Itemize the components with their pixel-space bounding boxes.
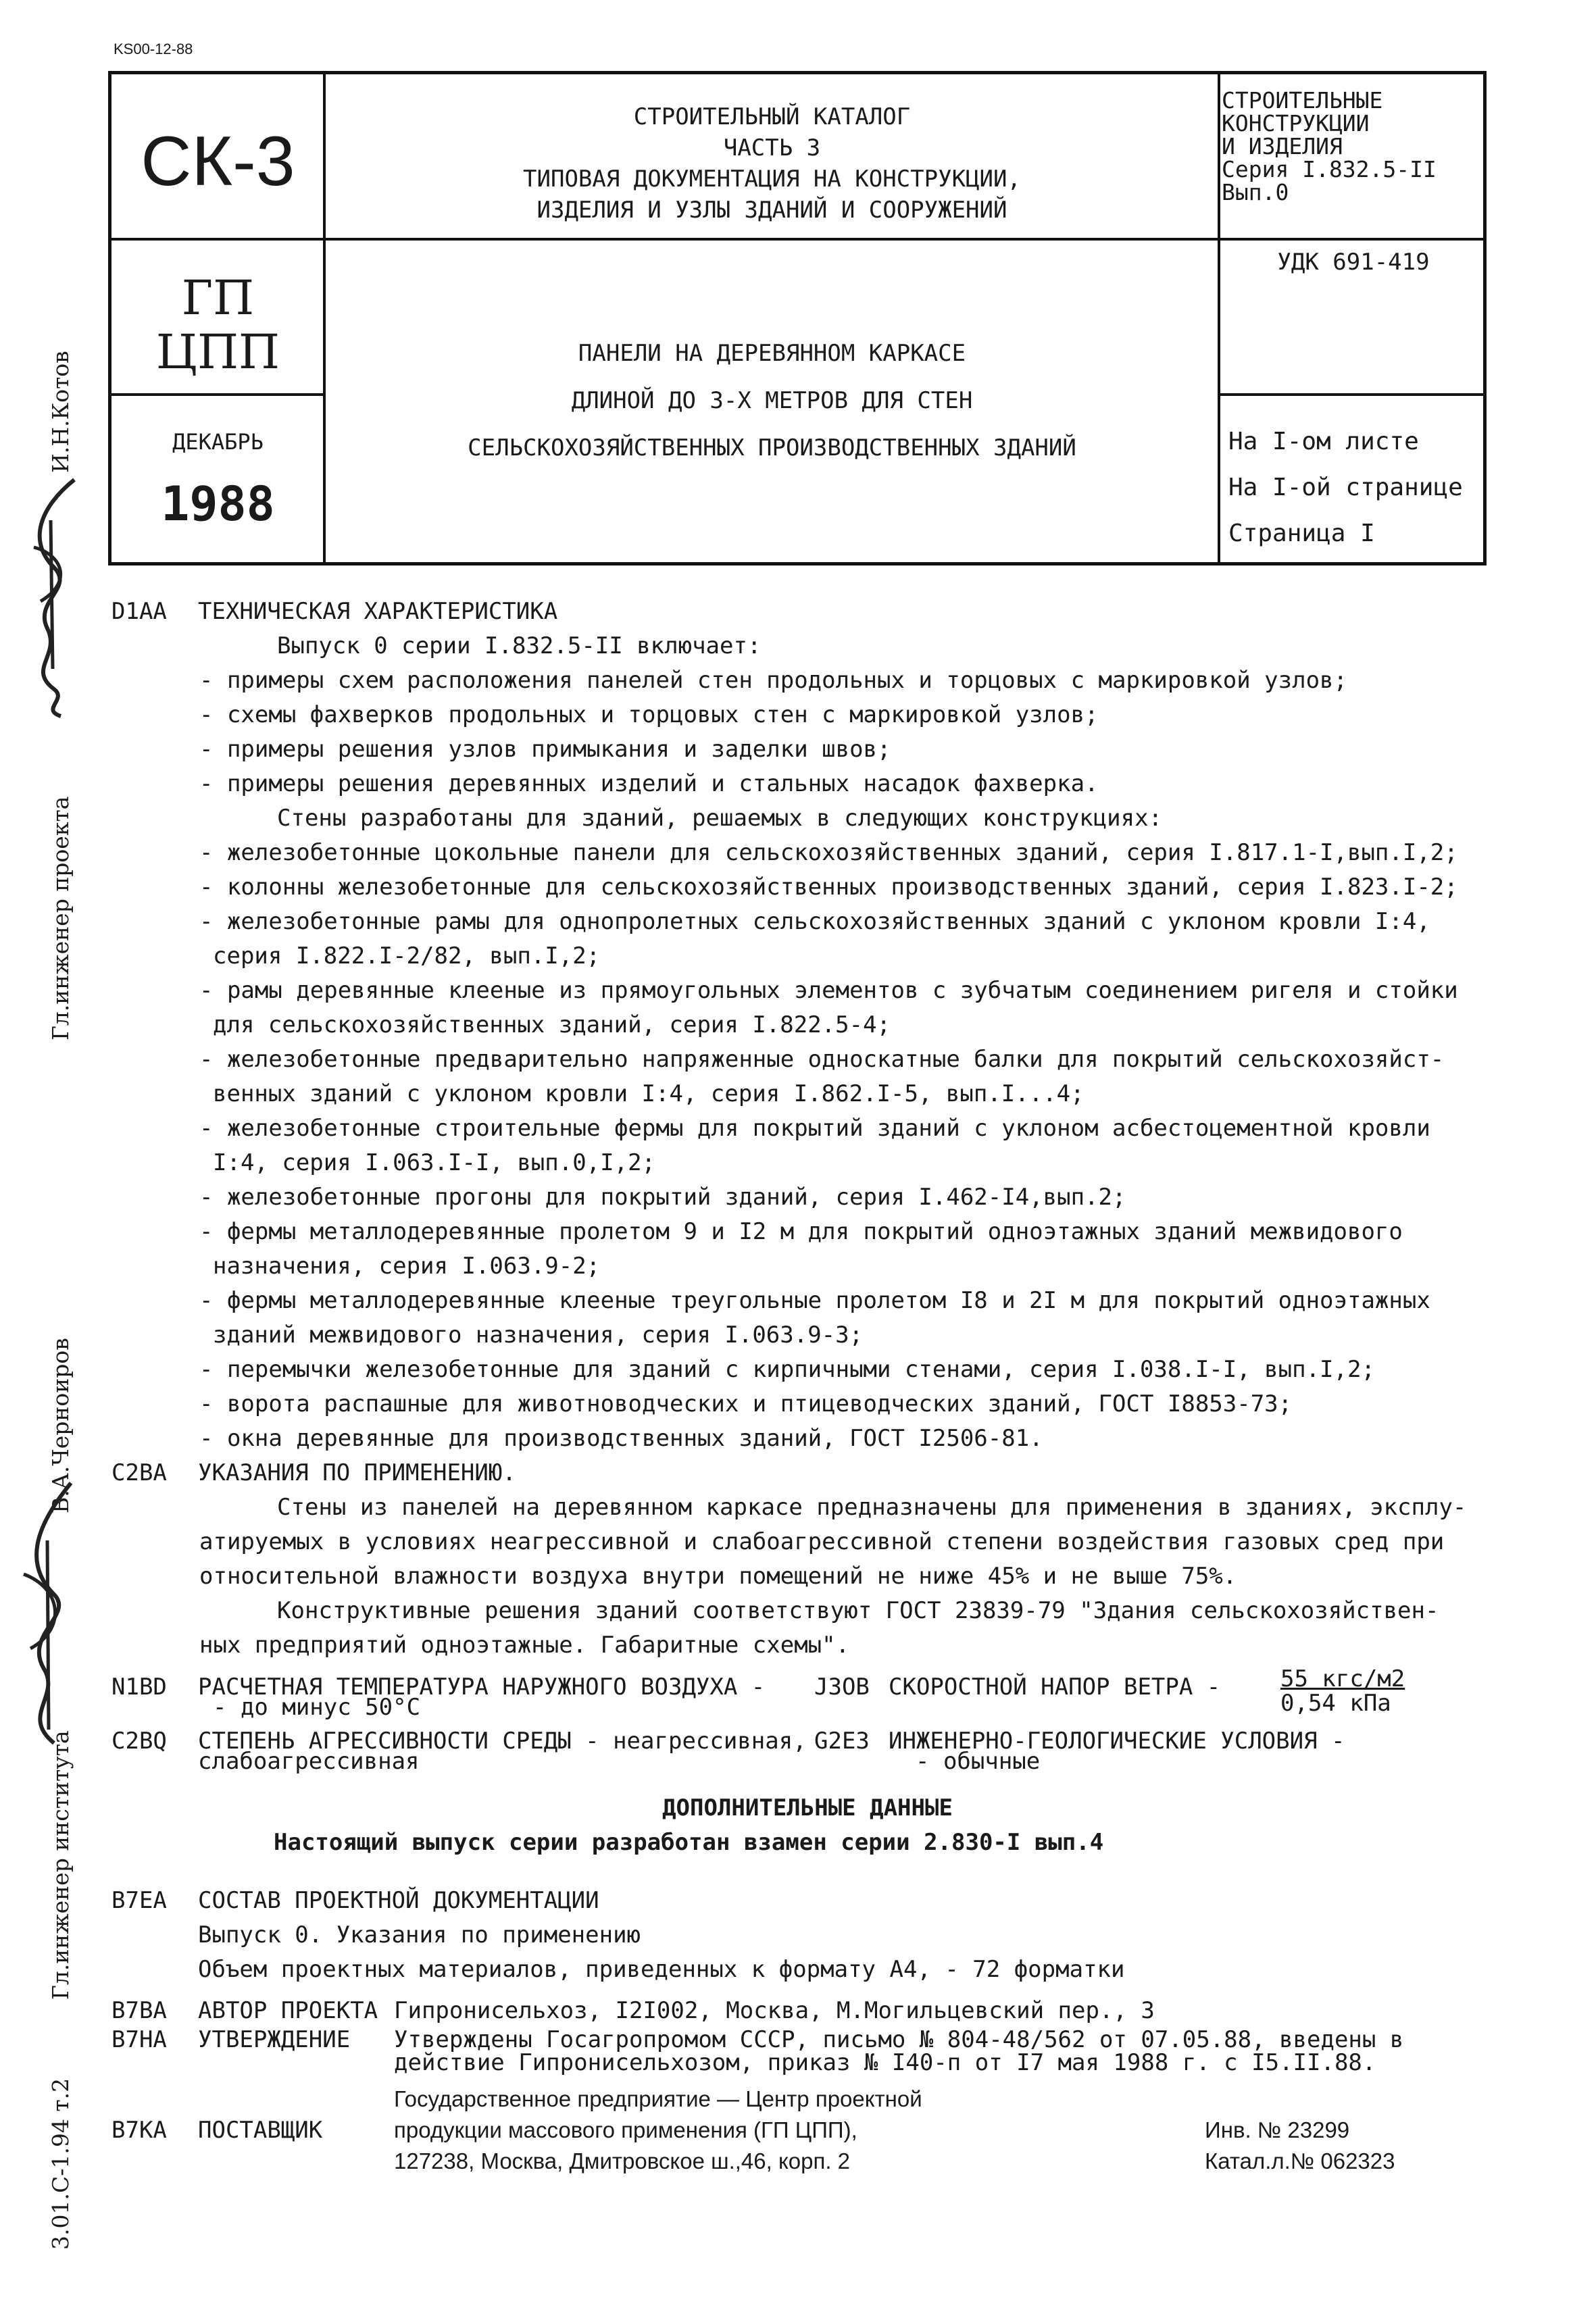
wind-code: J3OB (814, 1674, 870, 1701)
series-info (1222, 89, 1485, 204)
document-title-line: ДЛИНОЙ ДО 3-Х МЕТРОВ ДЛЯ СТЕН (571, 387, 973, 414)
series-line: И ИЗДЕЛИЯ (1222, 133, 1343, 159)
section-usage (111, 1456, 1503, 1490)
list-item: - железобетонные предварительно напряженные односкатные балки для покрытий сельскохозяйст- (199, 1046, 1445, 1073)
supplier-line: Государственное предприятие — Центр проектной (394, 2086, 922, 2111)
inventory-number: Инв. № 23299 (1205, 2117, 1350, 2142)
list-item: - железобетонные строительные фермы для покрытий зданий с уклоном асбестоцементной кровли (199, 1115, 1430, 1142)
issue-year: 1988 (161, 476, 275, 532)
author-text: Гипронисельхоз, I2I002, Москва, М.Могильцевский пер., 3 (394, 1997, 1155, 2024)
wind-value-kgf: 55 кгс/м2 (1280, 1665, 1405, 1692)
catalog-code: СК-3 (141, 122, 295, 201)
wind-value-kpa: 0,54 кПа (1280, 1690, 1391, 1717)
section-code: B7HA (111, 2026, 167, 2053)
list-item-continuation: назначения, серия I.063.9-2; (213, 1253, 601, 1280)
list-item-continuation: зданий межвидового назначения, серия I.063.9-3; (213, 1322, 864, 1349)
wind-label: СКОРОСТНОЙ НАПОР ВЕТРА - (889, 1674, 1221, 1701)
sheet-line: На I-ой странице (1228, 474, 1463, 501)
temp-value: - до минус 50°С (213, 1694, 421, 1721)
section-supplier (111, 2084, 1503, 2177)
catalog-title-line: СТРОИТЕЛЬНЫЙ КАТАЛОГ (633, 103, 911, 130)
geo-code: G2E3 (814, 1728, 870, 1755)
list-item: - колонны железобетонные для сельскохозяйственных производственных зданий, серия I.823.I-2; (199, 874, 1458, 901)
approval-text (394, 2028, 1403, 2074)
section-code: D1AA (111, 598, 167, 625)
temp-label: РАСЧЕТНАЯ ТЕМПЕРАТУРА НАРУЖНОГО ВОЗДУХА - (198, 1674, 766, 1701)
catalog-title (328, 101, 1216, 226)
env-code: C2BQ (111, 1728, 167, 1755)
supplier-text (394, 2084, 1205, 2177)
section-heading: АВТОР ПРОЕКТА (198, 1997, 378, 2024)
section-heading: ПОСТАВЩИК (198, 2117, 323, 2144)
list-item: - фермы металлодеревянные клееные треугольные пролетом I8 и 2I м для покрытий одноэтажных (199, 1287, 1430, 1314)
document-title-line: ПАНЕЛИ НА ДЕРЕВЯННОМ КАРКАСЕ (578, 340, 966, 367)
list-item: - перемычки железобетонные для зданий с кирпичными стенами, серия I.038.I-I, вып.I,2; (199, 1356, 1375, 1383)
section-code: C2BA (111, 1459, 167, 1486)
list-item: - рамы деревянные клееные из прямоугольных элементов с зубчатым соединением ригеля и стойки (199, 977, 1458, 1004)
list-item: - железобетонные рамы для однопролетных сельскохозяйственных зданий с уклоном кровли I:4, (199, 908, 1430, 935)
catalog-title-line: ЧАСТЬ 3 (723, 134, 821, 161)
series-line: СТРОИТЕЛЬНЫЕ (1222, 87, 1383, 114)
series-line: Вып.0 (1222, 179, 1289, 205)
section-approval (111, 2028, 1503, 2074)
approval-line: действие Гипронисельхозом, приказ № I40-п от I7 мая 1988 г. с I5.II.88. (394, 2049, 1376, 2076)
list-item: - железобетонные цокольные панели для сельскохозяйственных зданий, серия I.817.1-I,вып.I,2; (199, 839, 1458, 866)
margin-name-chernoirov: В.А.Черноиров (47, 1338, 74, 1513)
paragraph-line: Стены из панелей на деревянном каркасе предназначены для применения в зданиях, эксплу- (277, 1494, 1467, 1521)
section-author (111, 1994, 1503, 2028)
sheet-info (1222, 419, 1485, 557)
paragraph-line: Выпуск 0 серии I.832.5-II включает: (277, 632, 762, 659)
list-item-continuation: I:4, серия I.063.I-I, вып.0,I,2; (213, 1149, 656, 1176)
catalog-sheet-number: Катал.л.№ 062323 (1205, 2148, 1395, 2173)
header-divider-row2 (108, 393, 324, 396)
paragraph-line: Стены разработаны для зданий, решаемых в следующих конструкциях: (277, 805, 1163, 832)
header-divider-row3 (1218, 393, 1487, 396)
supplier-line: 127238, Москва, Дмитровское ш.,46, корп. 2 (394, 2148, 851, 2173)
section-code: B7KA (111, 2117, 167, 2144)
paragraph-line: относительной влажности воздуха внутри помещений не ниже 45% и не выше 75%. (199, 1563, 1237, 1590)
paragraph-line: атируемых в условиях неагрессивной и слабоагрессивной степени воздействия газовых сред при (199, 1528, 1445, 1555)
document-title (328, 330, 1216, 472)
list-item-continuation: для сельскохозяйственных зданий, серия I.822.5-4; (213, 1011, 891, 1038)
section-heading: УКАЗАНИЯ ПО ПРИМЕНЕНИЮ. (198, 1459, 516, 1486)
list-item: - ворота распашные для животноводческих и птицеводческих зданий, ГОСТ I8853-73; (199, 1390, 1293, 1417)
paragraph-line: Объем проектных материалов, приведенных к формату А4, - 72 форматки (198, 1956, 1125, 1983)
margin-doc-code: 3.01.С-1.94 т.2 (47, 2078, 74, 2250)
udk-code: УДК 691-419 (1277, 249, 1430, 276)
document-code-top: KS00-12-88 (114, 41, 193, 57)
sheet-line: На I-ом листе (1228, 428, 1419, 455)
margin-name-kotov: И.Н.Котов (47, 351, 74, 473)
env-label: СТЕПЕНЬ АГРЕССИВНОСТИ СРЕДЫ - неагрессивная, (198, 1728, 807, 1755)
section-code: B7EA (111, 1887, 167, 1914)
list-item: - схемы фахверков продольных и торцовых стен с маркировкой узлов; (199, 701, 1099, 728)
geo-value: - обычные (916, 1748, 1041, 1775)
margin-role-chief-engineer-project: Гл.инженер проекта (47, 796, 74, 1040)
geo-label: ИНЖЕНЕРНО-ГЕОЛОГИЧЕСКИЕ УСЛОВИЯ - (889, 1728, 1345, 1755)
signature-image (7, 1473, 88, 1757)
list-item-continuation: венных зданий с уклоном кровли I:4, серия I.862.I-5, вып.I...4; (213, 1080, 1084, 1107)
org-name-line1: ГП (181, 270, 255, 326)
signature-image (14, 466, 88, 723)
section-composition (111, 1884, 1503, 1918)
margin-role-chief-engineer-institute: Гл.инженер института (47, 1730, 74, 2000)
sheet-line: Страница I (1228, 520, 1375, 547)
section-tech-characteristics (111, 595, 1503, 629)
list-item: - примеры решения узлов примыкания и заделки швов; (199, 736, 891, 763)
env-value: слабоагрессивная (198, 1748, 420, 1775)
series-line: Серия I.832.5-II (1222, 156, 1437, 182)
list-item: - железобетонные прогоны для покрытий зданий, серия I.462-I4,вып.2; (199, 1184, 1126, 1211)
series-line: КОНСТРУКЦИИ (1222, 110, 1370, 136)
catalog-title-line: ТИПОВАЯ ДОКУМЕНТАЦИЯ НА КОНСТРУКЦИИ, (523, 166, 1021, 193)
list-item: - примеры решения деревянных изделий и стальных насадок фахверка. (199, 770, 1099, 797)
document-body (111, 595, 1503, 2177)
approval-line: Утверждены Госагропромом СССР, письмо № 804-48/562 от 07.05.88, введены в (394, 2026, 1404, 2053)
parameters-block (111, 1665, 1503, 1791)
catalog-title-line: ИЗДЕЛИЯ И УЗЛЫ ЗДАНИЙ И СООРУЖЕНИЙ (537, 197, 1007, 224)
section-heading: УТВЕРЖДЕНИЕ (198, 2026, 351, 2053)
document-title-line: СЕЛЬСКОХОЗЯЙСТВЕННЫХ ПРОИЗВОДСТВЕННЫХ ЗДАНИЙ (468, 434, 1076, 461)
paragraph-line: ных предприятий одноэтажные. Габаритные схемы". (199, 1632, 850, 1659)
paragraph-line: Выпуск 0. Указания по применению (198, 1921, 641, 1948)
section-heading: ТЕХНИЧЕСКАЯ ХАРАКТЕРИСТИКА (198, 598, 558, 625)
list-item: - окна деревянные для производственных зданий, ГОСТ I2506-81. (199, 1425, 1043, 1452)
extra-data-heading: ДОПОЛНИТЕЛЬНЫЕ ДАННЫЕ (662, 1794, 953, 1821)
extra-data-text: Настоящий выпуск серии разработан взамен серии 2.830-I вып.4 (274, 1829, 1104, 1856)
paragraph-line: Конструктивные решения зданий соответствуют ГОСТ 23839-79 "Здания сельскохозяйствен- (277, 1597, 1439, 1624)
section-code: B7BA (111, 1997, 167, 2024)
header-divider-right (1218, 71, 1220, 565)
list-item: - фермы металлодеревянные пролетом 9 и I2 м для покрытий одноэтажных зданий межвидового (199, 1218, 1403, 1245)
section-heading: СОСТАВ ПРОЕКТНОЙ ДОКУМЕНТАЦИИ (198, 1887, 599, 1914)
header-divider-row1 (108, 238, 1487, 241)
list-item-continuation: серия I.822.I-2/82, вып.I,2; (213, 942, 601, 970)
supplier-line: продукции массового применения (ГП ЦПП), (394, 2117, 857, 2142)
org-name-line2: ЦПП (155, 324, 280, 380)
issue-month: ДЕКАБРЬ (172, 429, 264, 455)
list-item: - примеры схем расположения панелей стен продольных и торцовых с маркировкой узлов; (199, 667, 1347, 694)
temp-code: N1BD (111, 1674, 167, 1701)
inventory-info (1205, 2084, 1395, 2177)
